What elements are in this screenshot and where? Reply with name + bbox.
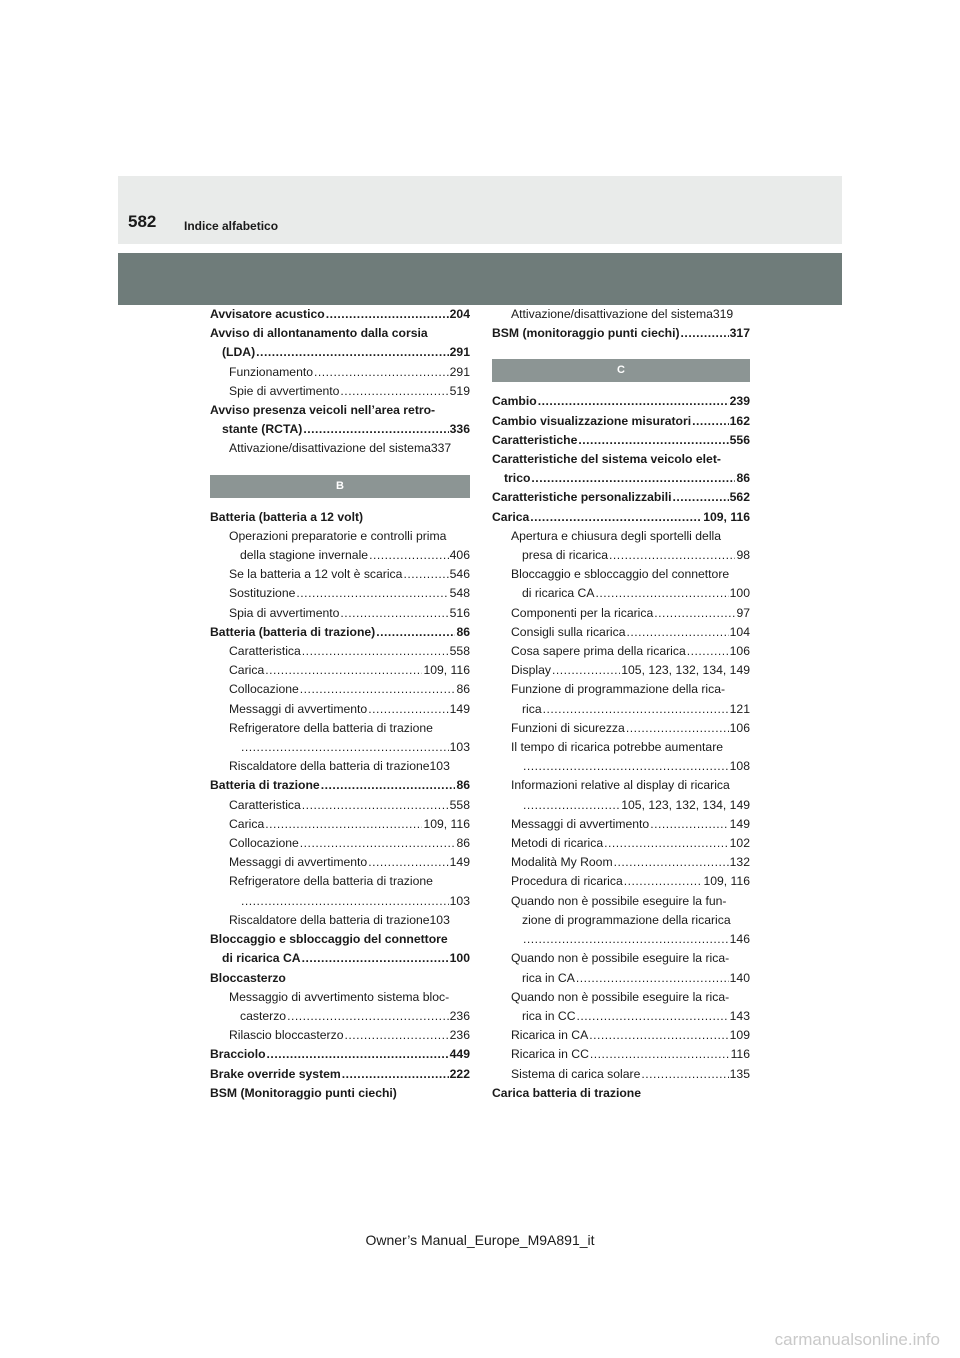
index-subentry <box>210 892 470 911</box>
entry-text: Il tempo di ricarica potrebbe aumentare <box>511 740 724 755</box>
leader-dots <box>326 305 449 324</box>
entry-text: Riscaldatore della batteria di trazione <box>229 759 430 774</box>
leader-dots <box>321 776 456 795</box>
index-subentry <box>492 661 750 680</box>
index-entry <box>210 623 470 642</box>
entry-text: Sostituzione <box>229 586 296 601</box>
page-reference: 105, 123, 132, 134, 149 <box>621 797 750 812</box>
index-subentry <box>492 719 750 738</box>
entry-text: Bracciolo <box>210 1047 266 1062</box>
index-entry <box>210 508 470 527</box>
index-subentry <box>492 930 750 949</box>
index-subentry <box>210 661 470 680</box>
watermark: carmanualsonline.info <box>774 1330 940 1349</box>
index-entry <box>210 969 470 988</box>
page-reference: 109 <box>729 1028 750 1043</box>
index-subentry <box>210 1007 470 1026</box>
leader-dots <box>577 1007 729 1026</box>
entry-text: Carica <box>229 663 265 678</box>
leader-dots <box>369 546 449 565</box>
index-subentry <box>210 911 470 930</box>
leader-dots <box>654 604 735 623</box>
header-band <box>118 176 842 244</box>
index-column-left <box>210 305 470 1103</box>
entry-text: Refrigeratore della batteria di trazione <box>229 720 433 735</box>
leader-dots <box>265 815 422 834</box>
index-subentry <box>210 527 470 546</box>
letter-section-header: B <box>210 475 470 498</box>
leader-dots <box>681 324 729 343</box>
leader-dots <box>687 642 729 661</box>
entry-text: Caratteristica <box>229 797 301 812</box>
index-subentry <box>492 988 750 1007</box>
page-reference: 222 <box>449 1066 470 1081</box>
page-reference: 149 <box>449 855 470 870</box>
entry-text: Attivazione/disattivazione del sistema <box>229 441 431 456</box>
page-reference: 103 <box>449 893 470 908</box>
entry-text: Informazioni relative al display di ricarica <box>511 778 730 793</box>
leader-dots <box>692 412 729 431</box>
index-entry <box>492 392 750 411</box>
index-subentry <box>210 853 470 872</box>
page-reference: 239 <box>729 394 750 409</box>
page-reference: 102 <box>729 836 750 851</box>
leader-dots <box>314 363 449 382</box>
page-reference: 109, 116 <box>703 874 750 889</box>
entry-text: Caratteristiche del sistema veicolo elet- <box>492 452 721 467</box>
entry-text: Attivazione/disattivazione del sistema <box>511 307 713 321</box>
index-entry <box>492 488 750 507</box>
index-subentry <box>492 642 750 661</box>
page-reference: 149 <box>449 701 470 716</box>
index-subentry <box>492 738 750 757</box>
entry-text: della stagione invernale <box>240 548 369 563</box>
index-entry <box>492 431 750 450</box>
entry-text: Operazioni preparatorie e controlli prima <box>229 528 447 543</box>
leader-dots <box>302 796 449 815</box>
leader-dots <box>590 1045 730 1064</box>
entry-text: casterzo <box>240 1008 287 1023</box>
page-reference: 317 <box>729 326 750 341</box>
page-reference: 337 <box>430 441 452 456</box>
page-reference: 143 <box>729 1008 750 1023</box>
page-reference: 449 <box>449 1047 470 1062</box>
index-subentry <box>492 757 750 776</box>
leader-dots <box>604 834 729 853</box>
page-reference: 132 <box>729 855 750 870</box>
leader-dots <box>300 834 456 853</box>
entry-text: Carica <box>492 509 530 524</box>
leader-dots <box>624 872 703 891</box>
index-subentry <box>210 642 470 661</box>
page-reference: 519 <box>449 383 470 398</box>
page-reference: 100 <box>449 951 470 966</box>
entry-text: trico <box>504 471 531 486</box>
page-reference: 100 <box>729 586 750 601</box>
leader-dots <box>302 949 449 968</box>
leader-dots <box>530 508 702 527</box>
entry-text: Apertura e chiusura degli sportelli della <box>511 528 722 543</box>
index-subentry <box>492 700 750 719</box>
index-subentry <box>210 565 470 584</box>
leader-dots <box>403 565 448 584</box>
entry-text: Quando non è possibile eseguire la fun- <box>511 893 727 908</box>
leader-dots <box>302 642 449 661</box>
index-entry <box>210 776 470 795</box>
page-number: 582 <box>128 212 157 231</box>
page-reference: 319 <box>712 307 734 321</box>
section-title: Indice alfabetico <box>184 219 279 233</box>
index-subentry <box>210 439 470 458</box>
entry-text: rica in CA <box>522 970 575 985</box>
index-subentry <box>492 892 750 911</box>
entry-text: Sistema di carica solare <box>511 1066 641 1081</box>
index-subentry <box>492 1026 750 1045</box>
entry-text: Cambio visualizzazione misuratori <box>492 413 692 428</box>
page-reference: 86 <box>736 471 750 486</box>
leader-dots <box>376 623 455 642</box>
page-reference: 121 <box>729 701 750 716</box>
entry-text: Carica <box>229 816 265 831</box>
entry-text: Consigli sulla ricarica <box>511 624 626 639</box>
entry-text: Brake override system <box>210 1066 341 1081</box>
index-subentry <box>210 1026 470 1045</box>
index-subentry <box>492 604 750 623</box>
entry-text: BSM (monitoraggio punti ciechi) <box>492 326 680 341</box>
index-entry <box>210 949 470 968</box>
index-subentry <box>492 872 750 891</box>
leader-dots <box>589 1026 728 1045</box>
entry-text: Carica batteria di trazione <box>492 1085 642 1100</box>
entry-text: Funzione di programmazione della rica- <box>511 682 726 697</box>
header-dark-band <box>118 253 842 305</box>
index-subentry <box>492 1045 750 1064</box>
leader-dots <box>673 488 729 507</box>
index-subentry <box>210 872 470 891</box>
leader-dots <box>523 757 729 776</box>
page-reference: 98 <box>736 548 750 563</box>
entry-text: Quando non è possibile eseguire la rica- <box>511 989 730 1004</box>
index-entry <box>492 324 750 343</box>
page-reference: 562 <box>729 490 750 505</box>
page-reference: 97 <box>736 605 750 620</box>
page-reference: 546 <box>449 567 470 582</box>
index-entry <box>210 343 470 362</box>
page-reference: 291 <box>449 364 470 379</box>
index-entry <box>492 1084 750 1103</box>
entry-text: di ricarica CA <box>522 586 595 601</box>
leader-dots <box>626 719 729 738</box>
leader-dots <box>641 1065 728 1084</box>
page-reference: 291 <box>449 345 470 360</box>
index-subentry <box>492 796 750 815</box>
index-subentry <box>210 363 470 382</box>
leader-dots <box>256 343 448 362</box>
index-entry <box>492 508 750 527</box>
page-reference: 103 <box>429 912 450 927</box>
leader-dots <box>265 661 422 680</box>
entry-text: Riscaldatore della batteria di trazione <box>229 912 430 927</box>
leader-dots <box>340 604 448 623</box>
leader-dots <box>552 661 620 680</box>
page-reference: 149 <box>729 816 750 831</box>
index-subentry <box>210 757 470 776</box>
entry-text: BSM (Monitoraggio punti ciechi) <box>210 1085 397 1100</box>
leader-dots <box>523 796 620 815</box>
entry-text: Funzioni di sicurezza <box>511 720 625 735</box>
index-subentry <box>210 834 470 853</box>
entry-text: Spia di avvertimento <box>229 605 340 620</box>
index-column-right <box>492 305 750 1103</box>
page-reference: 86 <box>456 778 470 793</box>
leader-dots <box>303 420 448 439</box>
page-reference: 109, 116 <box>703 509 750 524</box>
page-reference: 558 <box>449 797 470 812</box>
index-subentry <box>492 305 750 324</box>
entry-text: Cambio <box>492 394 537 409</box>
entry-text: Caratteristica <box>229 644 301 659</box>
leader-dots <box>543 700 729 719</box>
page-reference: 108 <box>729 759 750 774</box>
page-reference: 146 <box>729 932 750 947</box>
index-subentry <box>210 719 470 738</box>
page-reference: 109, 116 <box>423 816 470 831</box>
index-subentry <box>492 527 750 546</box>
index-entry <box>492 469 750 488</box>
index-entry <box>492 450 750 469</box>
footer-manual-id: Owner’s Manual_Europe_M9A891_it <box>365 1232 595 1248</box>
page-reference: 236 <box>449 1008 470 1023</box>
page-reference: 236 <box>449 1028 470 1043</box>
page-reference: 103 <box>429 759 450 774</box>
entry-text: Batteria (batteria a 12 volt) <box>210 509 364 524</box>
page-reference: 135 <box>729 1066 750 1081</box>
entry-text: Avviso presenza veicoli nell’area retro- <box>210 403 436 418</box>
leader-dots <box>609 546 735 565</box>
entry-text: Collocazione <box>229 682 299 697</box>
entry-text: stante (RCTA) <box>222 422 303 437</box>
entry-text: Bloccaggio e sbloccaggio del connettore <box>511 567 730 582</box>
entry-text: Ricarica in CA <box>511 1028 589 1043</box>
index-subentry <box>492 949 750 968</box>
entry-text: (LDA) <box>222 345 256 360</box>
leader-dots <box>368 853 448 872</box>
entry-text: Messaggi di avvertimento <box>511 816 650 831</box>
index-subentry <box>492 546 750 565</box>
page-reference: 104 <box>729 624 750 639</box>
index-entry <box>210 1065 470 1084</box>
leader-dots <box>287 1007 449 1026</box>
index-subentry <box>210 382 470 401</box>
index-entry <box>210 930 470 949</box>
page-reference: 556 <box>729 432 750 447</box>
entry-text: Quando non è possibile eseguire la rica- <box>511 951 730 966</box>
page-reference: 103 <box>449 740 470 755</box>
letter-section-header: C <box>492 359 750 382</box>
index-subentry <box>492 623 750 642</box>
leader-dots <box>300 680 456 699</box>
index-subentry <box>492 969 750 988</box>
page-reference: 106 <box>729 720 750 735</box>
entry-text: Cosa sapere prima della ricarica <box>511 644 686 659</box>
leader-dots <box>241 892 449 911</box>
leader-dots <box>342 1065 449 1084</box>
index-subentry <box>492 911 750 930</box>
index-subentry <box>210 738 470 757</box>
entry-text: zione di programmazione della ricarica <box>522 912 731 927</box>
leader-dots <box>538 392 729 411</box>
entry-text: Batteria di trazione <box>210 778 320 793</box>
page-reference: 336 <box>449 422 470 437</box>
index-entry <box>492 412 750 431</box>
page-reference: 558 <box>449 644 470 659</box>
page-reference: 548 <box>449 586 470 601</box>
entry-text: Se la batteria a 12 volt è scarica <box>229 567 403 582</box>
index-subentry <box>492 834 750 853</box>
index-subentry <box>492 853 750 872</box>
page-reference: 109, 116 <box>423 663 470 678</box>
index-subentry <box>492 1065 750 1084</box>
index-entry <box>210 324 470 343</box>
leader-dots <box>595 584 728 603</box>
page-reference: 116 <box>730 1047 750 1062</box>
entry-text: Batteria (batteria di trazione) <box>210 624 376 639</box>
page-reference: 140 <box>729 970 750 985</box>
leader-dots <box>614 853 729 872</box>
entry-text: Metodi di ricarica <box>511 836 604 851</box>
index-subentry <box>492 565 750 584</box>
index-subentry <box>210 584 470 603</box>
leader-dots <box>578 431 728 450</box>
entry-text: Caratteristiche personalizzabili <box>492 490 672 505</box>
entry-text: Refrigeratore della batteria di trazione <box>229 874 433 889</box>
index-entry <box>210 420 470 439</box>
index-subentry <box>492 584 750 603</box>
entry-text: Procedura di ricarica <box>511 874 623 889</box>
entry-text: Caratteristiche <box>492 432 578 447</box>
page-reference: 105, 123, 132, 134, 149 <box>621 663 750 678</box>
entry-text: rica <box>522 701 542 716</box>
leader-dots <box>296 584 448 603</box>
entry-text: Avvisatore acustico <box>210 307 325 321</box>
page-reference: 162 <box>729 413 750 428</box>
index-subentry <box>210 815 470 834</box>
leader-dots <box>626 623 728 642</box>
index-subentry <box>492 815 750 834</box>
entry-text: Messaggio di avvertimento sistema bloc- <box>229 989 450 1004</box>
page-reference: 86 <box>456 836 470 851</box>
index-subentry <box>210 796 470 815</box>
entry-text: Messaggi di avvertimento <box>229 701 368 716</box>
entry-text: presa di ricarica <box>522 548 609 563</box>
leader-dots <box>267 1045 449 1064</box>
page-reference: 204 <box>449 307 470 321</box>
leader-dots <box>340 382 448 401</box>
index-subentry <box>210 700 470 719</box>
leader-dots <box>576 969 729 988</box>
page-reference: 406 <box>449 548 470 563</box>
leader-dots <box>368 700 448 719</box>
entry-text: Funzionamento <box>229 364 314 379</box>
leader-dots <box>241 738 449 757</box>
entry-text: Bloccasterzo <box>210 970 286 985</box>
entry-text: Collocazione <box>229 836 299 851</box>
index-subentry <box>210 604 470 623</box>
entry-text: Spie di avvertimento <box>229 383 340 398</box>
page-reference: 86 <box>456 682 470 697</box>
index-subentry <box>492 680 750 699</box>
entry-text: Ricarica in CC <box>511 1047 589 1062</box>
leader-dots <box>650 815 728 834</box>
index-subentry <box>210 988 470 1007</box>
leader-dots <box>344 1026 448 1045</box>
index-subentry <box>492 776 750 795</box>
index-entry <box>210 1045 470 1064</box>
entry-text: Modalità My Room <box>511 855 613 870</box>
entry-text: Componenti per la ricarica <box>511 605 654 620</box>
page-reference: 516 <box>449 605 470 620</box>
entry-text: Avviso di allontanamento dalla corsia <box>210 326 428 341</box>
index-subentry <box>210 680 470 699</box>
index-entry <box>210 401 470 420</box>
entry-text: Messaggi di avvertimento <box>229 855 368 870</box>
leader-dots <box>523 930 729 949</box>
leader-dots <box>531 469 735 488</box>
entry-text: rica in CC <box>522 1008 576 1023</box>
entry-text: Display <box>511 663 551 678</box>
page-reference: 86 <box>456 624 470 639</box>
entry-text: Bloccaggio e sbloccaggio del connettore <box>210 932 448 947</box>
entry-text: Rilascio bloccasterzo <box>229 1028 344 1043</box>
index-entry <box>210 305 470 324</box>
index-subentry <box>492 1007 750 1026</box>
entry-text: di ricarica CA <box>222 951 301 966</box>
index-subentry <box>210 546 470 565</box>
index-entry <box>210 1084 470 1103</box>
page-reference: 106 <box>729 644 750 659</box>
